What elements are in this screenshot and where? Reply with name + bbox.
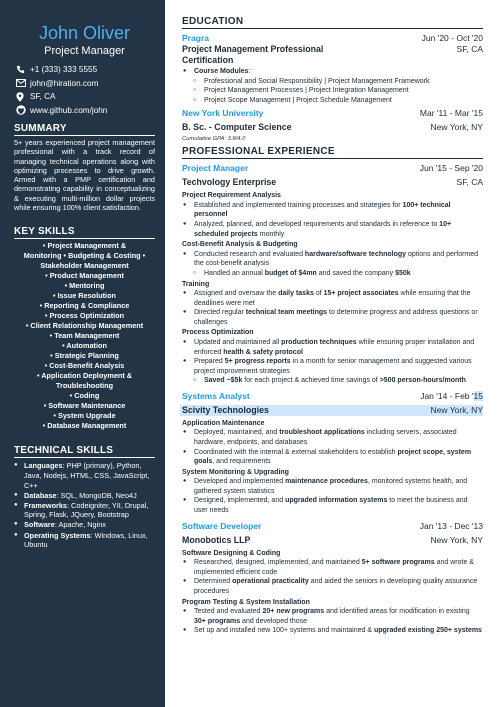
text: to meet the business and user needs: [194, 497, 468, 515]
emphasis: troubleshoot applications: [279, 429, 365, 437]
date-range: [420, 391, 483, 402]
tech-label: Operating Systems: [24, 530, 91, 540]
key-skill-line: • Process Optimization: [44, 311, 125, 321]
emphasis: 20+ new programs: [262, 608, 325, 615]
key-skill-line: • Cost-Benefit Analysis: [44, 361, 125, 371]
text: while ensuring proper installation and enforced: [194, 338, 475, 356]
group-heading: Project Requirement Analysis: [182, 192, 281, 200]
list-item: [182, 626, 483, 636]
text: Designed, implemented, and: [194, 497, 286, 505]
email-icon: [16, 78, 30, 88]
text: while ensuring that the deadlines were met: [194, 290, 471, 307]
modules-sublist: [182, 77, 483, 106]
emphasis: 5+ progress reports: [224, 358, 291, 366]
text: Deployed, maintained, and: [194, 429, 280, 437]
list-item: [182, 376, 483, 386]
text: Researched, designed, implemented, and maintained: [194, 559, 362, 567]
text: Directed regular: [194, 309, 246, 317]
emphasis: upgraded information systems: [285, 497, 388, 505]
summary-text: 5+ years experienced project management professional with a track record of managing technical operations along with optimizing processes to drive growth. Armed with a PMP certification and demonstrating capability in conceptualizing & executing multi-million dollar projects while ensuring 100% client satisfaction.: [14, 138, 155, 213]
institution-name: New York University: [182, 108, 264, 119]
key-skill-line: Troubleshooting: [55, 381, 114, 391]
text: monthly: [257, 230, 285, 238]
list-item: [182, 250, 483, 269]
bullet-list: [182, 428, 483, 466]
emphasis: $50k: [395, 269, 411, 277]
list-item: ● Course Modules:: [182, 67, 483, 77]
job-scivity: [182, 391, 483, 516]
date-range: Jun '15 - Sep '20: [419, 163, 483, 174]
list-item: [182, 220, 483, 239]
location-text: SF, CA: [30, 92, 56, 102]
text: Handled an annual: [204, 269, 265, 277]
technical-skills-list: [14, 461, 155, 549]
group-heading: System Monitoring & Upgrading: [182, 468, 289, 476]
date-text-highlighted: 15: [473, 390, 483, 401]
tech-label: Database: [24, 490, 57, 500]
group-heading: Training: [182, 280, 210, 288]
list-item: [182, 428, 483, 447]
emphasis: upgraded existing 250+ systems: [373, 627, 482, 635]
list-item: [182, 496, 483, 515]
key-skill-line: • Database Management: [42, 421, 127, 431]
bullet-list: [182, 558, 483, 596]
date-range: Jan '13 - Dec '13: [419, 520, 483, 531]
education-pragra: [182, 33, 483, 105]
key-skills-list: [14, 241, 155, 431]
location: New York, NY: [430, 122, 483, 133]
modules-label: Course Modules: [194, 68, 249, 75]
gpa: Cumulative GPA: 3.8/4.0: [182, 136, 246, 143]
text: and saved the company: [316, 269, 396, 277]
text: and identified areas for modification in existing: [324, 608, 470, 615]
bullet-sublist: [182, 269, 483, 279]
location: New York, NY: [430, 534, 483, 545]
text: including servers, associated hardware, endpoints, and databases: [194, 429, 457, 446]
bullet-list: [182, 201, 483, 239]
contact-phone: [14, 63, 155, 77]
text: , and requirements: [212, 458, 271, 466]
list-item: [14, 491, 155, 501]
key-skill-line: • Client Relationship Management: [25, 321, 144, 331]
text: and developed those: [240, 617, 308, 625]
text: Conducted research and evaluated: [194, 250, 305, 258]
list-item: [14, 520, 155, 530]
list-item: [182, 477, 483, 496]
emphasis: 10+ scheduled projects: [194, 221, 452, 238]
degree-name: B. Sc. - Computer Science: [182, 122, 292, 133]
list-item: [182, 577, 483, 596]
summary-heading: SUMMARY: [14, 123, 155, 136]
emphasis: daily tasks: [278, 290, 314, 298]
bullet-list: [182, 250, 483, 269]
list-item: ○ Professional and Social Responsibility | Project Management Framework: [182, 77, 483, 87]
emphasis: operational practicality: [232, 578, 309, 586]
sidebar: [0, 0, 165, 707]
experience-heading: PROFESSIONAL EXPERIENCE: [182, 146, 483, 159]
text: options and performed the cost-benefit analysis: [194, 250, 479, 268]
text: Prepared: [194, 358, 225, 366]
text: Updated and maintained all: [194, 338, 282, 346]
bullet-list: [182, 338, 483, 376]
key-skill-line: • Project Management &: [42, 241, 127, 251]
key-skills-heading: KEY SKILLS: [14, 226, 155, 239]
text: and wrote & implemented efficient code: [194, 559, 474, 576]
tech-label: Languages: [24, 461, 63, 471]
list-item: [182, 338, 483, 357]
candidate-name: John Oliver: [38, 23, 131, 43]
text: for each project & achieved time savings of: [242, 377, 380, 385]
group-heading: Program Testing & System Installation: [182, 598, 310, 606]
phone-icon: [16, 65, 30, 75]
program-name: Project Management Professional Certification: [182, 44, 324, 65]
contact-github: [14, 104, 155, 118]
emphasis: 15+ project associates: [323, 290, 399, 298]
list-item: [182, 289, 483, 308]
text: to determine progress and address questions or challenges: [194, 309, 478, 326]
company-row-highlighted: [180, 405, 483, 416]
group-heading: Process Optimization: [182, 329, 254, 337]
list-item: [182, 269, 483, 279]
list-item: [182, 308, 483, 327]
key-skill-line: • Team Management: [49, 331, 120, 341]
text: Established and implemented training processes and strategies for: [194, 201, 403, 209]
emphasis: Saved ~$5k: [204, 377, 243, 385]
main-column: [182, 16, 483, 636]
list-item: [14, 501, 155, 520]
list-item: [14, 461, 155, 490]
key-skill-line: • Software Maintenance: [43, 401, 126, 411]
location: SF, CA: [456, 44, 483, 54]
email-text[interactable]: john@hiration.com: [30, 78, 99, 88]
candidate-title: Project Manager: [44, 45, 125, 57]
text: and aided the seniors in developing quality assurance procedures: [194, 578, 478, 595]
text: Analyzed, planned, and developed requirements and standards in reference to: [194, 221, 440, 229]
tech-value: : Windows, Linux, Ubuntu: [24, 530, 148, 550]
key-skill-line: Monitoring • Budgeting & Costing •: [23, 251, 146, 261]
key-skill-line: • Coding: [69, 391, 100, 401]
text: Set up and installed new 100+ systems and maintained &: [194, 627, 374, 635]
job-techvology: [182, 163, 483, 386]
company-name: Scivity Technologies: [182, 404, 269, 415]
text: Assigned and oversaw the: [194, 290, 279, 298]
text: , monitored systems health, and gathered system statistics: [194, 478, 468, 495]
date-text: Jan '14 - Feb ': [420, 390, 474, 401]
key-skill-line: • Mentoring: [64, 281, 105, 291]
bullet-list: [182, 289, 483, 327]
contact-list: [14, 63, 155, 117]
job-role: Project Manager: [182, 163, 249, 174]
modules-list: [182, 67, 483, 77]
emphasis: health & safety protocol: [223, 348, 303, 356]
text: in a month for senior management and suggested various project improvement strategies: [194, 358, 472, 375]
group-heading: Application Maintenance: [182, 419, 265, 427]
job-role: Systems Analyst: [182, 390, 250, 401]
tech-label: Frameworks: [24, 500, 67, 510]
text: Coordinated with the internal & external stakeholders to establish: [194, 448, 398, 456]
emphasis: technical team meetings: [245, 309, 328, 317]
tech-value: : Apache, Nginx: [54, 520, 106, 530]
list-item: [182, 201, 483, 220]
bullet-list: [182, 607, 483, 636]
github-icon: [16, 105, 30, 115]
emphasis: 30+ programs: [194, 617, 241, 625]
tech-value: : PHP (primary), Python, Java, Nodejs, HTML, CSS, JavaScript, C++: [24, 461, 150, 490]
key-skill-line: • Product Management: [45, 271, 124, 281]
technical-skills-heading: TECHNICAL SKILLS: [14, 445, 155, 458]
date-range: Jun '20 - Oct '20: [421, 33, 483, 43]
list-item: [182, 448, 483, 467]
group-heading: Software Designing & Coding: [182, 549, 281, 557]
list-item: ○ Project Scope Management | Project Schedule Management: [182, 96, 483, 106]
location-icon: [16, 92, 30, 102]
emphasis: maintenance procedures: [285, 478, 368, 486]
key-skill-line: Stakeholder Management: [40, 261, 129, 271]
emphasis: hardware/software technology: [304, 250, 407, 258]
tech-value: : SQL, MongoDB, Neo4J: [56, 490, 137, 500]
contact-email: [14, 77, 155, 91]
tech-value: : Codeigniter, YII, Drupal, Spring, Flask, JQuery, Bootstrap: [24, 500, 149, 520]
text: Tested and evaluated: [194, 608, 263, 615]
text: Determined: [194, 578, 233, 586]
list-item: [182, 357, 483, 376]
list-item: [182, 607, 483, 626]
key-skill-line: • Strategic Planning: [50, 351, 119, 361]
key-skill-line: • System Upgrade: [53, 411, 116, 421]
education-heading: EDUCATION: [182, 16, 483, 29]
text: Developed and implemented: [194, 478, 286, 486]
list-item: [14, 531, 155, 550]
emphasis: production techniques: [281, 338, 357, 346]
job-monobotics: [182, 521, 483, 636]
emphasis: >500 person-hours/month: [379, 377, 466, 385]
job-role: Software Developer: [182, 520, 262, 531]
list-item: ○ Project Management Processes | Project Integration Management: [182, 86, 483, 96]
group-heading: Cost-Benefit Analysis & Budgeting: [182, 241, 298, 249]
date-range: Mar '11 - Mar '15: [419, 108, 483, 119]
emphasis: 100+ technical personnel: [194, 201, 451, 219]
list-item: [182, 558, 483, 577]
github-text[interactable]: www.github.com/john: [30, 105, 108, 115]
location: New York, NY: [430, 404, 483, 415]
emphasis: 5+ software programs: [361, 559, 435, 567]
emphasis: budget of $4mn: [264, 269, 317, 277]
text: of: [313, 290, 324, 298]
location: SF, CA: [456, 177, 483, 188]
key-skill-line: • Automation: [62, 341, 107, 351]
key-skill-line: • Issue Resolution: [53, 291, 116, 301]
emphasis: project scope, system goals: [194, 448, 472, 466]
tech-label: Software: [24, 520, 55, 530]
bullet-list: [182, 477, 483, 515]
company-name: Monobotics LLP: [182, 534, 251, 545]
contact-location: [14, 90, 155, 104]
phone-text[interactable]: +1 (333) 333 5555: [30, 65, 98, 75]
bullet-sublist: [182, 376, 483, 386]
company-name: Techvology Enterprise: [182, 177, 277, 188]
key-skill-line: • Application Deployment &: [36, 371, 133, 381]
institution-name: Pragra: [182, 33, 209, 43]
education-nyu: [182, 108, 483, 144]
key-skill-line: • Reporting & Compliance: [39, 301, 130, 311]
